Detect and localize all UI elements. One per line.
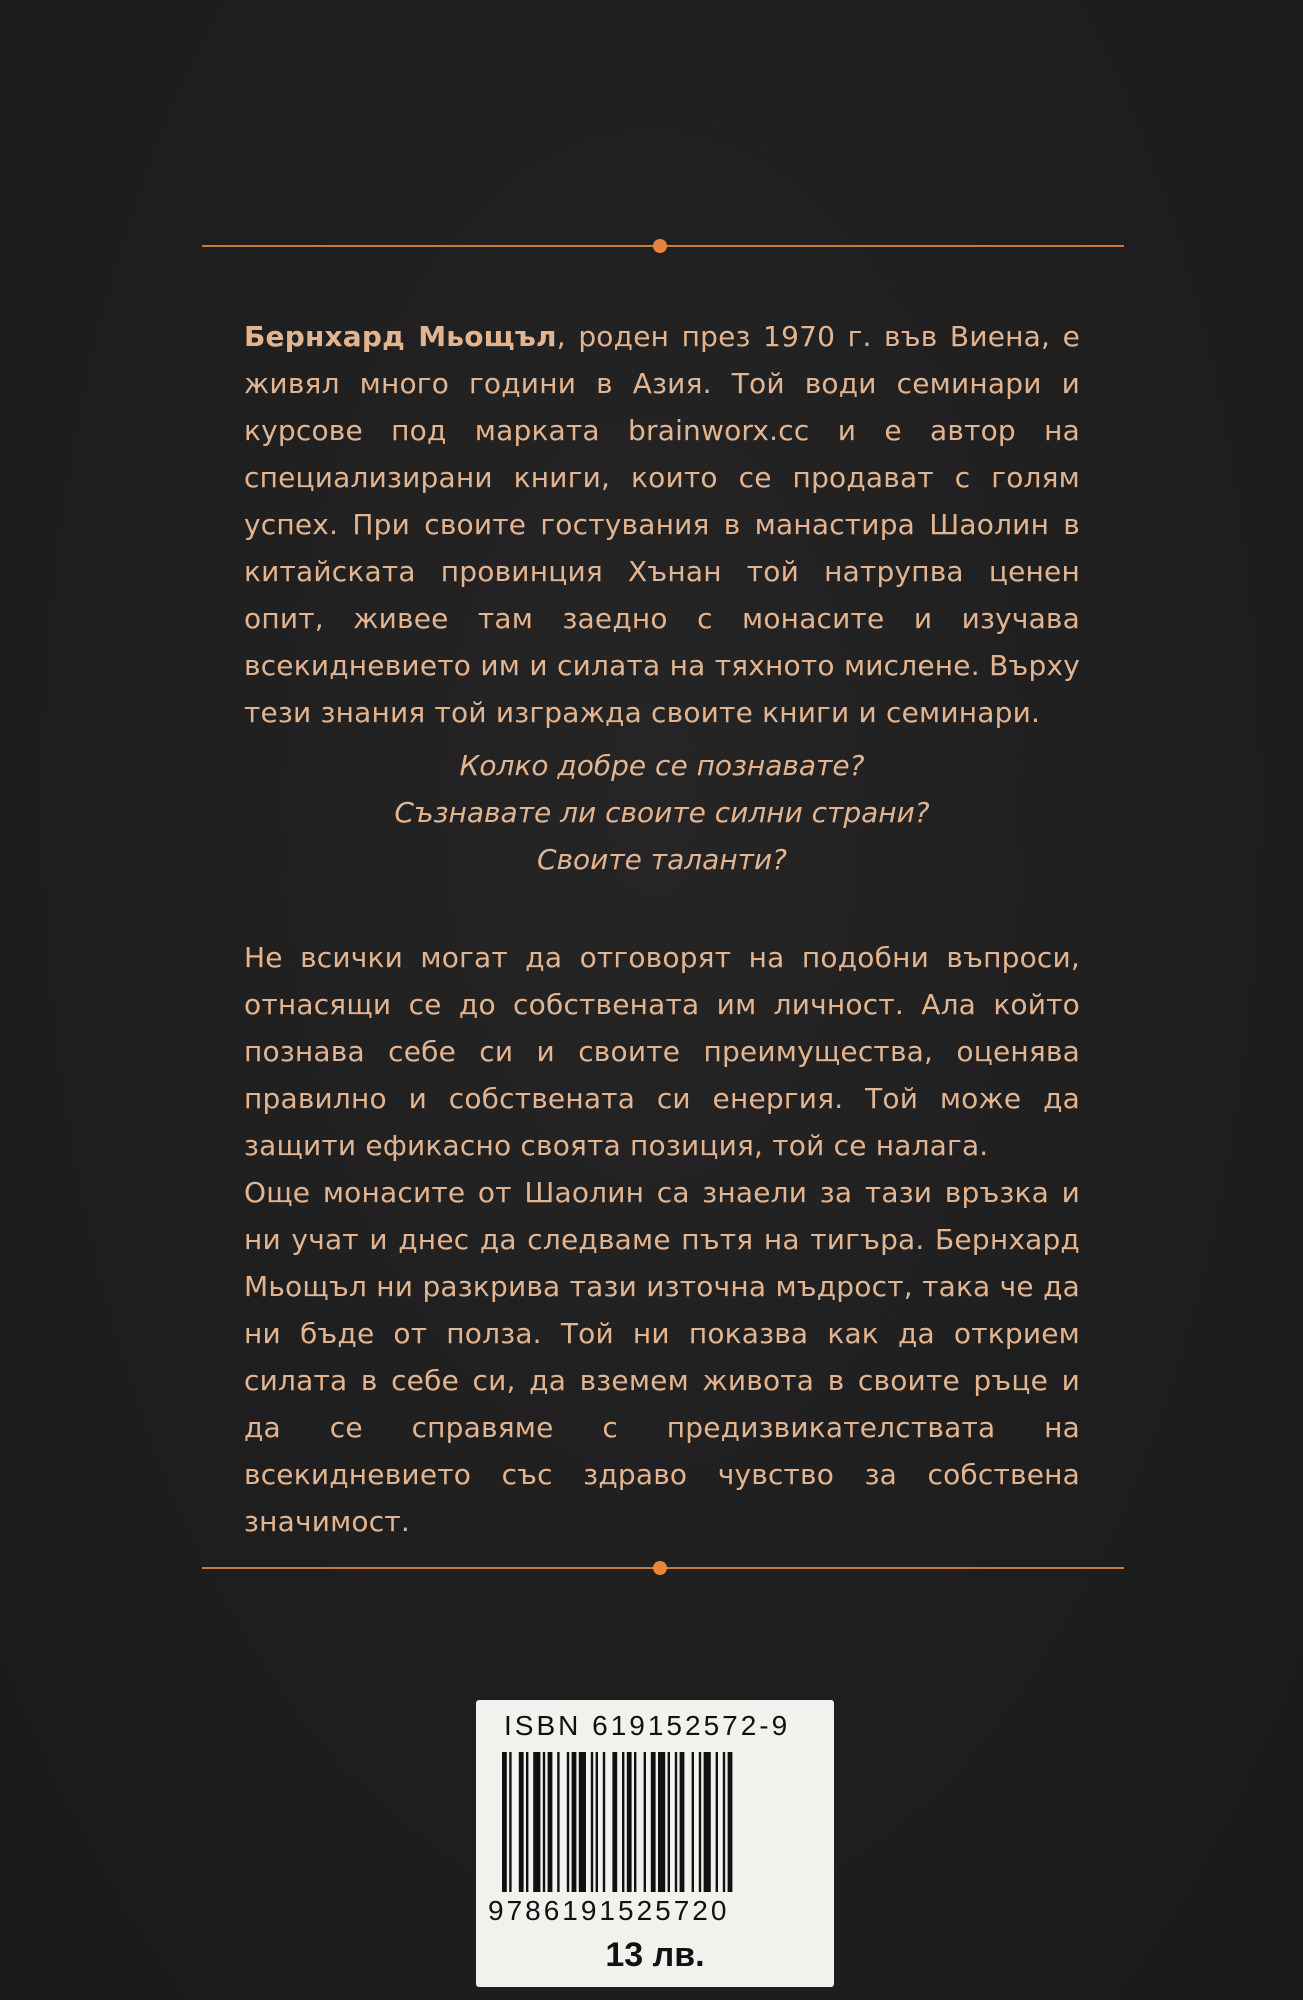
description-paragraph: Още монасите от Шаолин са знаели за тази връзка и ни учат и днес да следваме пътя на тигъра. Бернхард Мьощъл ни разкрива тази източна мъдрост, така че да ни бъде от полза. Той ни показва как да открием силата в себе си, да вземем живота в своите ръце и да се справяме с предизвикателствата на всекидневието със здраво чувство за собствена значимост. [244,1176,1080,1538]
barcode-bar [612,1752,617,1892]
barcode-bar [716,1752,718,1892]
question-line: Своите таланти? [536,843,788,876]
barcode-bar [533,1752,540,1892]
barcode-bar [627,1752,632,1892]
question-line: Съзнавате ли своите силни страни? [394,796,930,829]
barcode-bar [591,1752,593,1892]
description-paragraph: Не всички могат да отговорят на подобни въпроси, отнасящи се до собствената им личност. Ала който познава себе си и своите преимущества, оценява правилно и собствената си енергия. Той може да защити ефикасно своята позиция, той се налага. [244,941,1080,1162]
barcode-bar [658,1752,665,1892]
divider-dot [653,239,667,253]
question-line: Колко добре се познавате? [459,749,865,782]
barcode-bar [723,1752,725,1892]
barcode-bar [644,1752,646,1892]
barcode-bar [699,1752,701,1892]
ean-number: 9786191525720 [488,1895,730,1926]
book-description [244,934,1080,1545]
barcode-bar [728,1752,733,1892]
barcode-bar [680,1752,685,1892]
barcode-bar [622,1752,624,1892]
questions-block [244,742,1080,883]
isbn-number: ISBN 619152572-9 [504,1710,791,1741]
barcode-bar [634,1752,636,1892]
barcode-bar [557,1752,559,1892]
barcode-bar [579,1752,586,1892]
barcode-bars [502,1752,808,1892]
barcode-bar [596,1752,598,1892]
author-bio [244,313,1080,736]
barcode-bar [567,1752,569,1892]
price-tag: 13 лв. [605,1936,705,1974]
barcode-bar [509,1752,511,1892]
barcode-bar [603,1752,605,1892]
barcode-bar [692,1752,694,1892]
barcode-bar [519,1752,524,1892]
barcode-bar [526,1752,528,1892]
barcode-bar [502,1752,507,1892]
barcode-bar [543,1752,545,1892]
barcode-bar [651,1752,656,1892]
barcode-label [476,1700,834,1987]
barcode-bar [704,1752,711,1892]
bio-text: , роден през 1970 г. във Виена, е живял много години в Азия. Той води семинари и курсове под марката brainworx.cc и е автор на специализирани книги, които се продават с голям успех. При своите гостувания в манастира Шаолин в китайската провинция Хънан той натрупва ценен опит, живее там заедно с монасите и изучава всекидневието им и силата на тяхното мислене. Върху тези знания той изгражда своите книги и семинари. [244,320,1080,729]
barcode-bar [675,1752,677,1892]
barcode-bar [572,1752,577,1892]
barcode-bar [668,1752,670,1892]
top-divider [202,239,1124,253]
barcode-bar [548,1752,553,1892]
divider-dot [653,1561,667,1575]
bottom-divider [202,1561,1124,1575]
author-name: Бернхард Мьощъл [244,320,557,353]
